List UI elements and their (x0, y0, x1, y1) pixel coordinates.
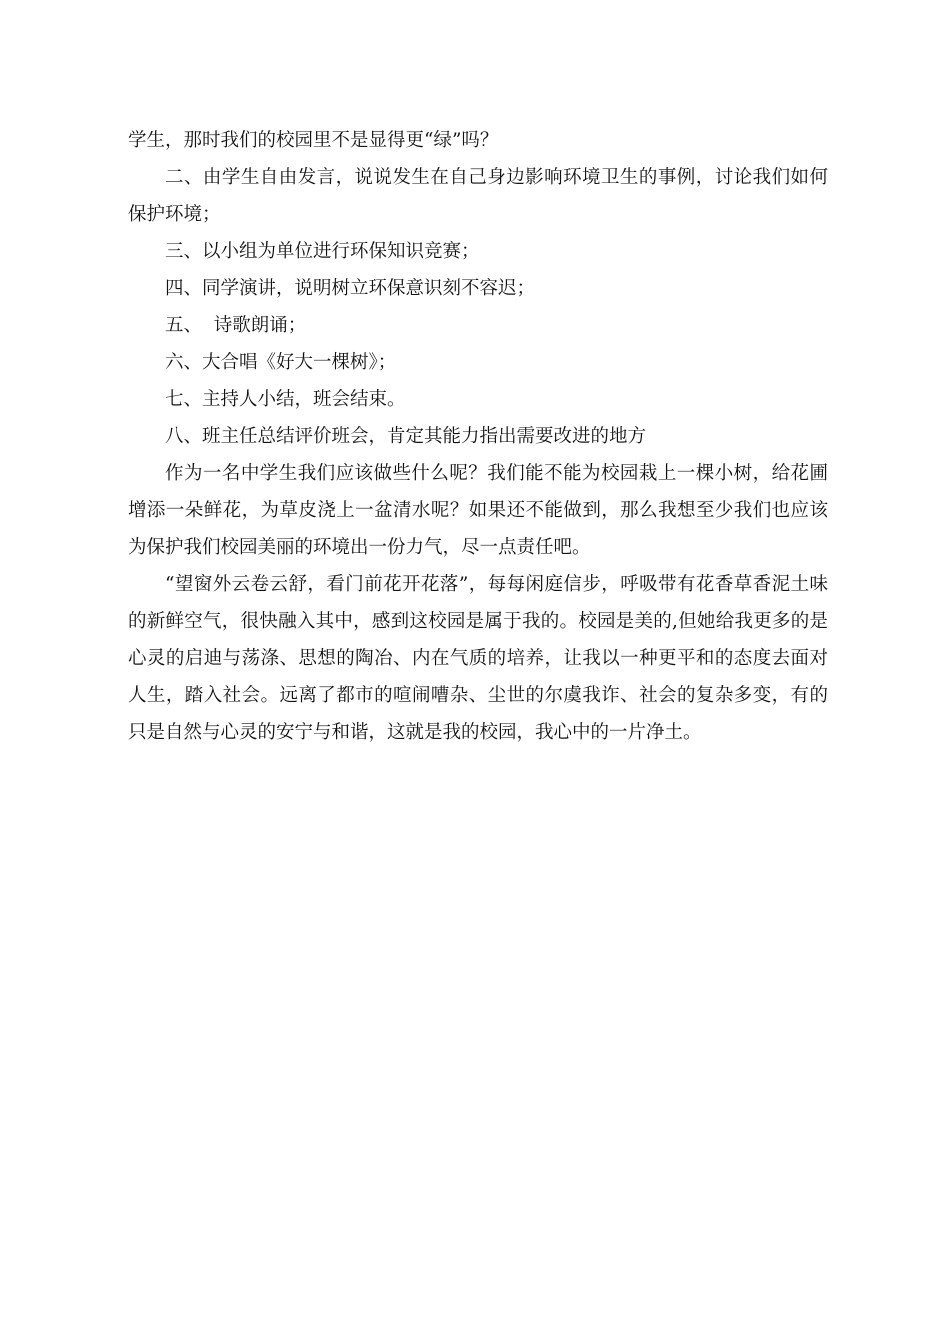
paragraph-6: 六、大合唱《好大一棵树》； (165, 352, 397, 373)
paragraph-1: 学生，那时我们的校园里不是显得更“绿”吗？ (128, 130, 499, 151)
paragraph-5: 五、 诗歌朗诵； (165, 315, 307, 336)
paragraph-3: 三、以小组为单位进行环保知识竞赛； (165, 241, 480, 262)
paragraph-7: 七、主持人小结，班会结束。 (165, 389, 406, 410)
paragraph-8: 八、班主任总结评价班会，肯定其能力指出需要改进的地方 (165, 426, 647, 447)
paragraph-10: “望窗外云卷云舒，看门前花开花落”，每每闲庭信步，呼吸带有花香草香泥土味的新鲜空气，很快融入其中，感到这校园是属于我的。校园是美的,但她给我更多的是心灵的启迪与荡涤、思想的陶冶、内在气质的培养，让我以一种更平和的态度去面对人生，踏入社会。远离了都市的喧闹嘈杂、尘世的尔虞我诈、社会的复杂多变，有的只是自然与心灵的安宁与和谐，这就是我的校园，我心中的一片净土。 (128, 574, 828, 743)
paragraph-4: 四、同学演讲，说明树立环保意识刻不容迟； (165, 278, 536, 299)
document-body (128, 122, 828, 751)
paragraph-2: 二、由学生自由发言，说说发生在自己身边影响环境卫生的事例，讨论我们如何保护环境； (128, 167, 828, 225)
paragraph-9: 作为一名中学生我们应该做些什么呢？我们能不能为校园栽上一棵小树，给花圃增添一朵鲜花，为草皮浇上一盆清水呢？如果还不能做到，那么我想至少我们也应该为保护我们校园美丽的环境出一份力气，尽一点责任吧。 (128, 463, 828, 558)
